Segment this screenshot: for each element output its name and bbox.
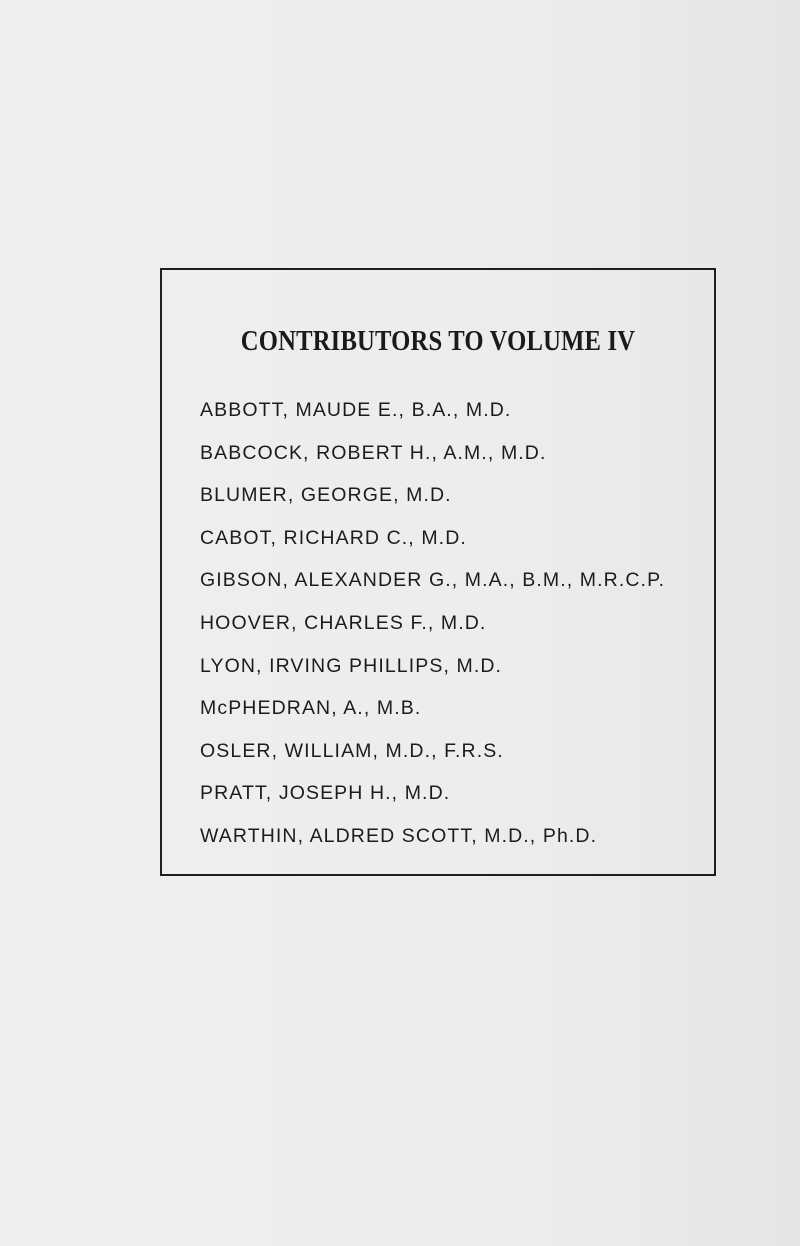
contributor-item: PRATT, JOSEPH H., M.D. [200,782,451,805]
contributor-item: BLUMER, GEORGE, M.D. [200,484,452,507]
contributor-item: McPHEDRAN, A., M.B. [200,697,422,720]
contributor-item: CABOT, RICHARD C., M.D. [200,526,467,549]
page-title: CONTRIBUTORS TO VOLUME IV [240,326,636,357]
contributor-item: LYON, IRVING PHILLIPS, M.D. [200,654,503,677]
contributor-item: HOOVER, CHARLES F., M.D. [200,611,487,634]
contributor-item: BABCOCK, ROBERT H., A.M., M.D. [200,441,547,464]
contributor-item: ABBOTT, MAUDE E., B.A., M.D. [200,399,512,421]
contributors-list [200,389,665,858]
contributor-item: GIBSON, ALEXANDER G., M.A., B.M., M.R.C.P. [200,569,666,592]
contributor-item: OSLER, WILLIAM, M.D., F.R.S. [200,739,504,762]
contributor-item: WARTHIN, ALDRED SCOTT, M.D., Ph.D. [200,824,598,847]
contributors-box [160,268,716,876]
